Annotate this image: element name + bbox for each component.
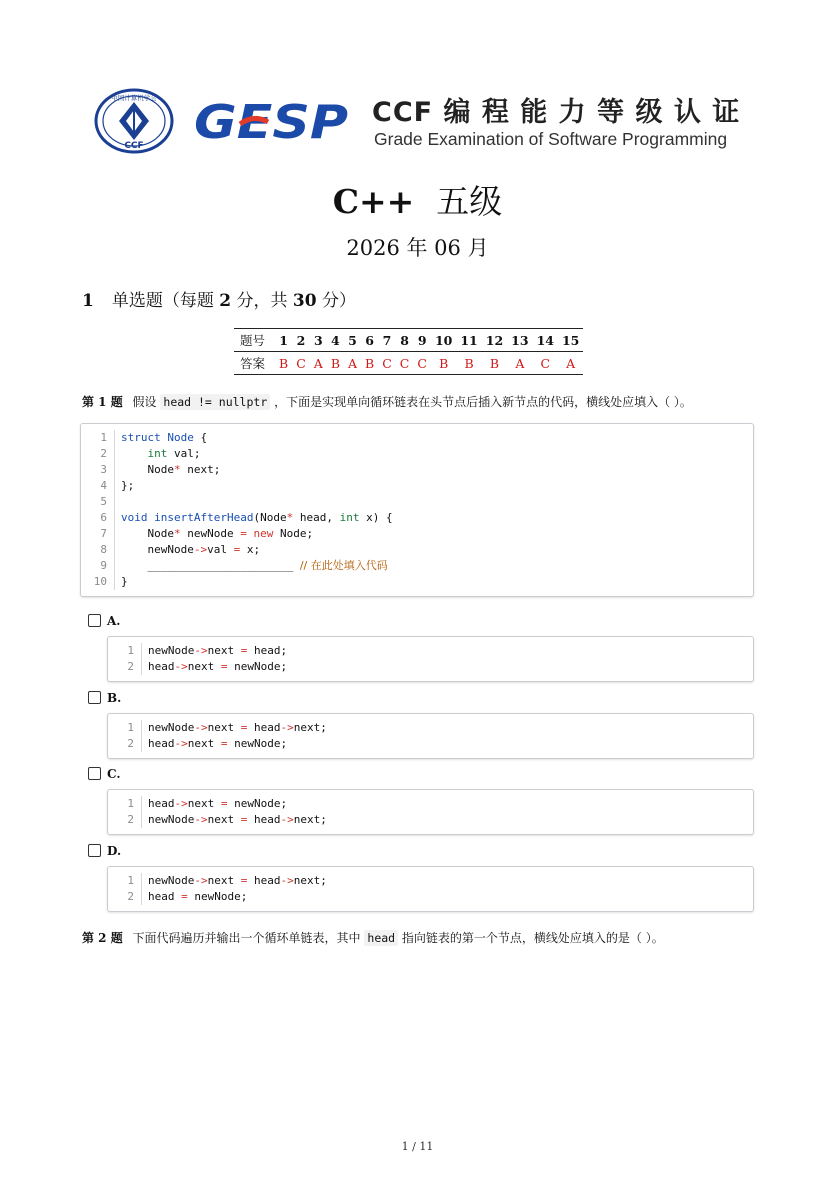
code-line: 2 head->next = newNode; xyxy=(108,659,753,675)
exam-title xyxy=(0,176,835,223)
option-c-label: C. xyxy=(107,767,121,781)
answer-cell: A xyxy=(558,352,583,375)
option-b-label: B. xyxy=(107,691,122,705)
section-number: 1 xyxy=(82,291,94,311)
answer-table xyxy=(234,328,583,375)
code-line: 7 Node* newNode = new Node; xyxy=(81,526,753,542)
checkbox-icon[interactable] xyxy=(88,767,101,780)
option-a-code-block xyxy=(107,636,754,682)
code-line: 8 newNode->val = x; xyxy=(81,542,753,558)
code-line: 2 int val; xyxy=(81,446,753,462)
page-number: 1 / 11 xyxy=(401,1140,434,1153)
code-line: 6 void insertAfterHead(Node* head, int x) { xyxy=(81,510,753,526)
question-number: 7 xyxy=(378,329,396,352)
code-line: 3 Node* next; xyxy=(81,462,753,478)
exam-header xyxy=(94,88,754,154)
question-number: 4 xyxy=(327,329,344,352)
question-number: 3 xyxy=(310,329,327,352)
exam-date: 2026 年 06 月 xyxy=(346,236,489,260)
cert-subtitle: Grade Examination of Software Programming xyxy=(374,129,728,149)
question-1-text-before: 假设 xyxy=(132,395,157,409)
section-per-score: 2 xyxy=(219,291,232,311)
answer-cell: B xyxy=(275,352,292,375)
option-c-code-block xyxy=(107,789,754,835)
gesp-logo xyxy=(192,94,352,146)
section-total-score: 30 xyxy=(292,291,317,311)
answer-cell: A xyxy=(344,352,361,375)
ccf-logo-en: CCF xyxy=(124,141,144,151)
code-line: 1 struct Node { xyxy=(81,430,753,446)
question-number: 9 xyxy=(413,329,431,352)
answer-cell: B xyxy=(482,352,507,375)
section-mid: 分，共 xyxy=(236,291,288,311)
option-b-code-block xyxy=(107,713,754,759)
answer-cell: C xyxy=(378,352,396,375)
code-line: 9 ______________________ // 在此处填入代码 xyxy=(81,558,753,574)
question-2-stem xyxy=(82,929,664,946)
option-a-label: A. xyxy=(107,614,121,628)
cert-title: CCF 编 程 能 力 等 级 认 证 xyxy=(372,97,741,128)
question-number: 13 xyxy=(507,329,532,352)
question-2-inline-code: head xyxy=(364,930,398,946)
code-line: 1 head->next = newNode; xyxy=(108,796,753,812)
gesp-logo-text: GESP xyxy=(194,95,349,146)
code-line: 1 newNode->next = head->next; xyxy=(108,873,753,889)
answer-cell: C xyxy=(292,352,310,375)
answer-cell: C xyxy=(396,352,414,375)
question-number: 14 xyxy=(533,329,558,352)
code-line: 4 }; xyxy=(81,478,753,494)
question-1-text-after: ，下面是实现单向循环链表在头节点后插入新节点的代码，横线处应填入（ ）。 xyxy=(274,395,692,409)
exam-language: C++ xyxy=(332,182,415,221)
answer-cell: B xyxy=(327,352,344,375)
code-line: 5 xyxy=(81,494,753,510)
code-line: 2 head->next = newNode; xyxy=(108,736,753,752)
question-1-code-block xyxy=(80,423,754,597)
question-number: 1 xyxy=(275,329,292,352)
section-heading xyxy=(82,286,356,311)
code-line: 1 newNode->next = head->next; xyxy=(108,720,753,736)
question-number: 15 xyxy=(558,329,583,352)
ccf-logo-cn: 中国计算机学会 xyxy=(111,94,157,102)
question-1-stem xyxy=(82,393,692,410)
answer-cell: C xyxy=(413,352,431,375)
answer-cell: B xyxy=(456,352,481,375)
option-c[interactable] xyxy=(88,767,121,781)
section-suffix: 分） xyxy=(321,291,356,311)
question-number: 6 xyxy=(361,329,378,352)
question-number: 10 xyxy=(431,329,456,352)
option-b[interactable] xyxy=(88,691,121,705)
option-d-code-block xyxy=(107,866,754,912)
question-2-text-after: 指向链表的第一个节点，横线处应填入的是（ ）。 xyxy=(401,931,664,945)
exam-level: 五级 xyxy=(436,182,503,221)
answer-table-header-row xyxy=(234,329,583,352)
answer-cell: B xyxy=(361,352,378,375)
ccf-logo xyxy=(94,88,174,154)
answer-table-header-label: 题号 xyxy=(234,329,275,352)
question-1-label: 第 1 题 xyxy=(82,395,123,409)
question-2-label: 第 2 题 xyxy=(82,931,123,945)
checkbox-icon[interactable] xyxy=(88,614,101,627)
code-line: 1 newNode->next = head; xyxy=(108,643,753,659)
answer-table-answer-row xyxy=(234,352,583,375)
question-number: 11 xyxy=(456,329,481,352)
question-number: 2 xyxy=(292,329,310,352)
checkbox-icon[interactable] xyxy=(88,844,101,857)
code-line: 10 } xyxy=(81,574,753,590)
question-2-text-before: 下面代码遍历并输出一个循环单链表，其中 xyxy=(132,931,361,945)
answer-cell: A xyxy=(507,352,532,375)
option-d-label: D. xyxy=(107,844,122,858)
question-number: 12 xyxy=(482,329,507,352)
answer-cell: C xyxy=(533,352,558,375)
question-number: 8 xyxy=(396,329,414,352)
answer-cell: B xyxy=(431,352,456,375)
code-line: 2 head = newNode; xyxy=(108,889,753,905)
section-prefix: 单选题（每题 xyxy=(111,291,214,311)
option-d[interactable] xyxy=(88,844,121,858)
question-number: 5 xyxy=(344,329,361,352)
answer-table-answer-label: 答案 xyxy=(234,352,275,375)
question-1-inline-code: head != nullptr xyxy=(160,394,270,410)
checkbox-icon[interactable] xyxy=(88,691,101,704)
option-a[interactable] xyxy=(88,614,121,628)
answer-cell: A xyxy=(310,352,327,375)
code-line: 2 newNode->next = head->next; xyxy=(108,812,753,828)
